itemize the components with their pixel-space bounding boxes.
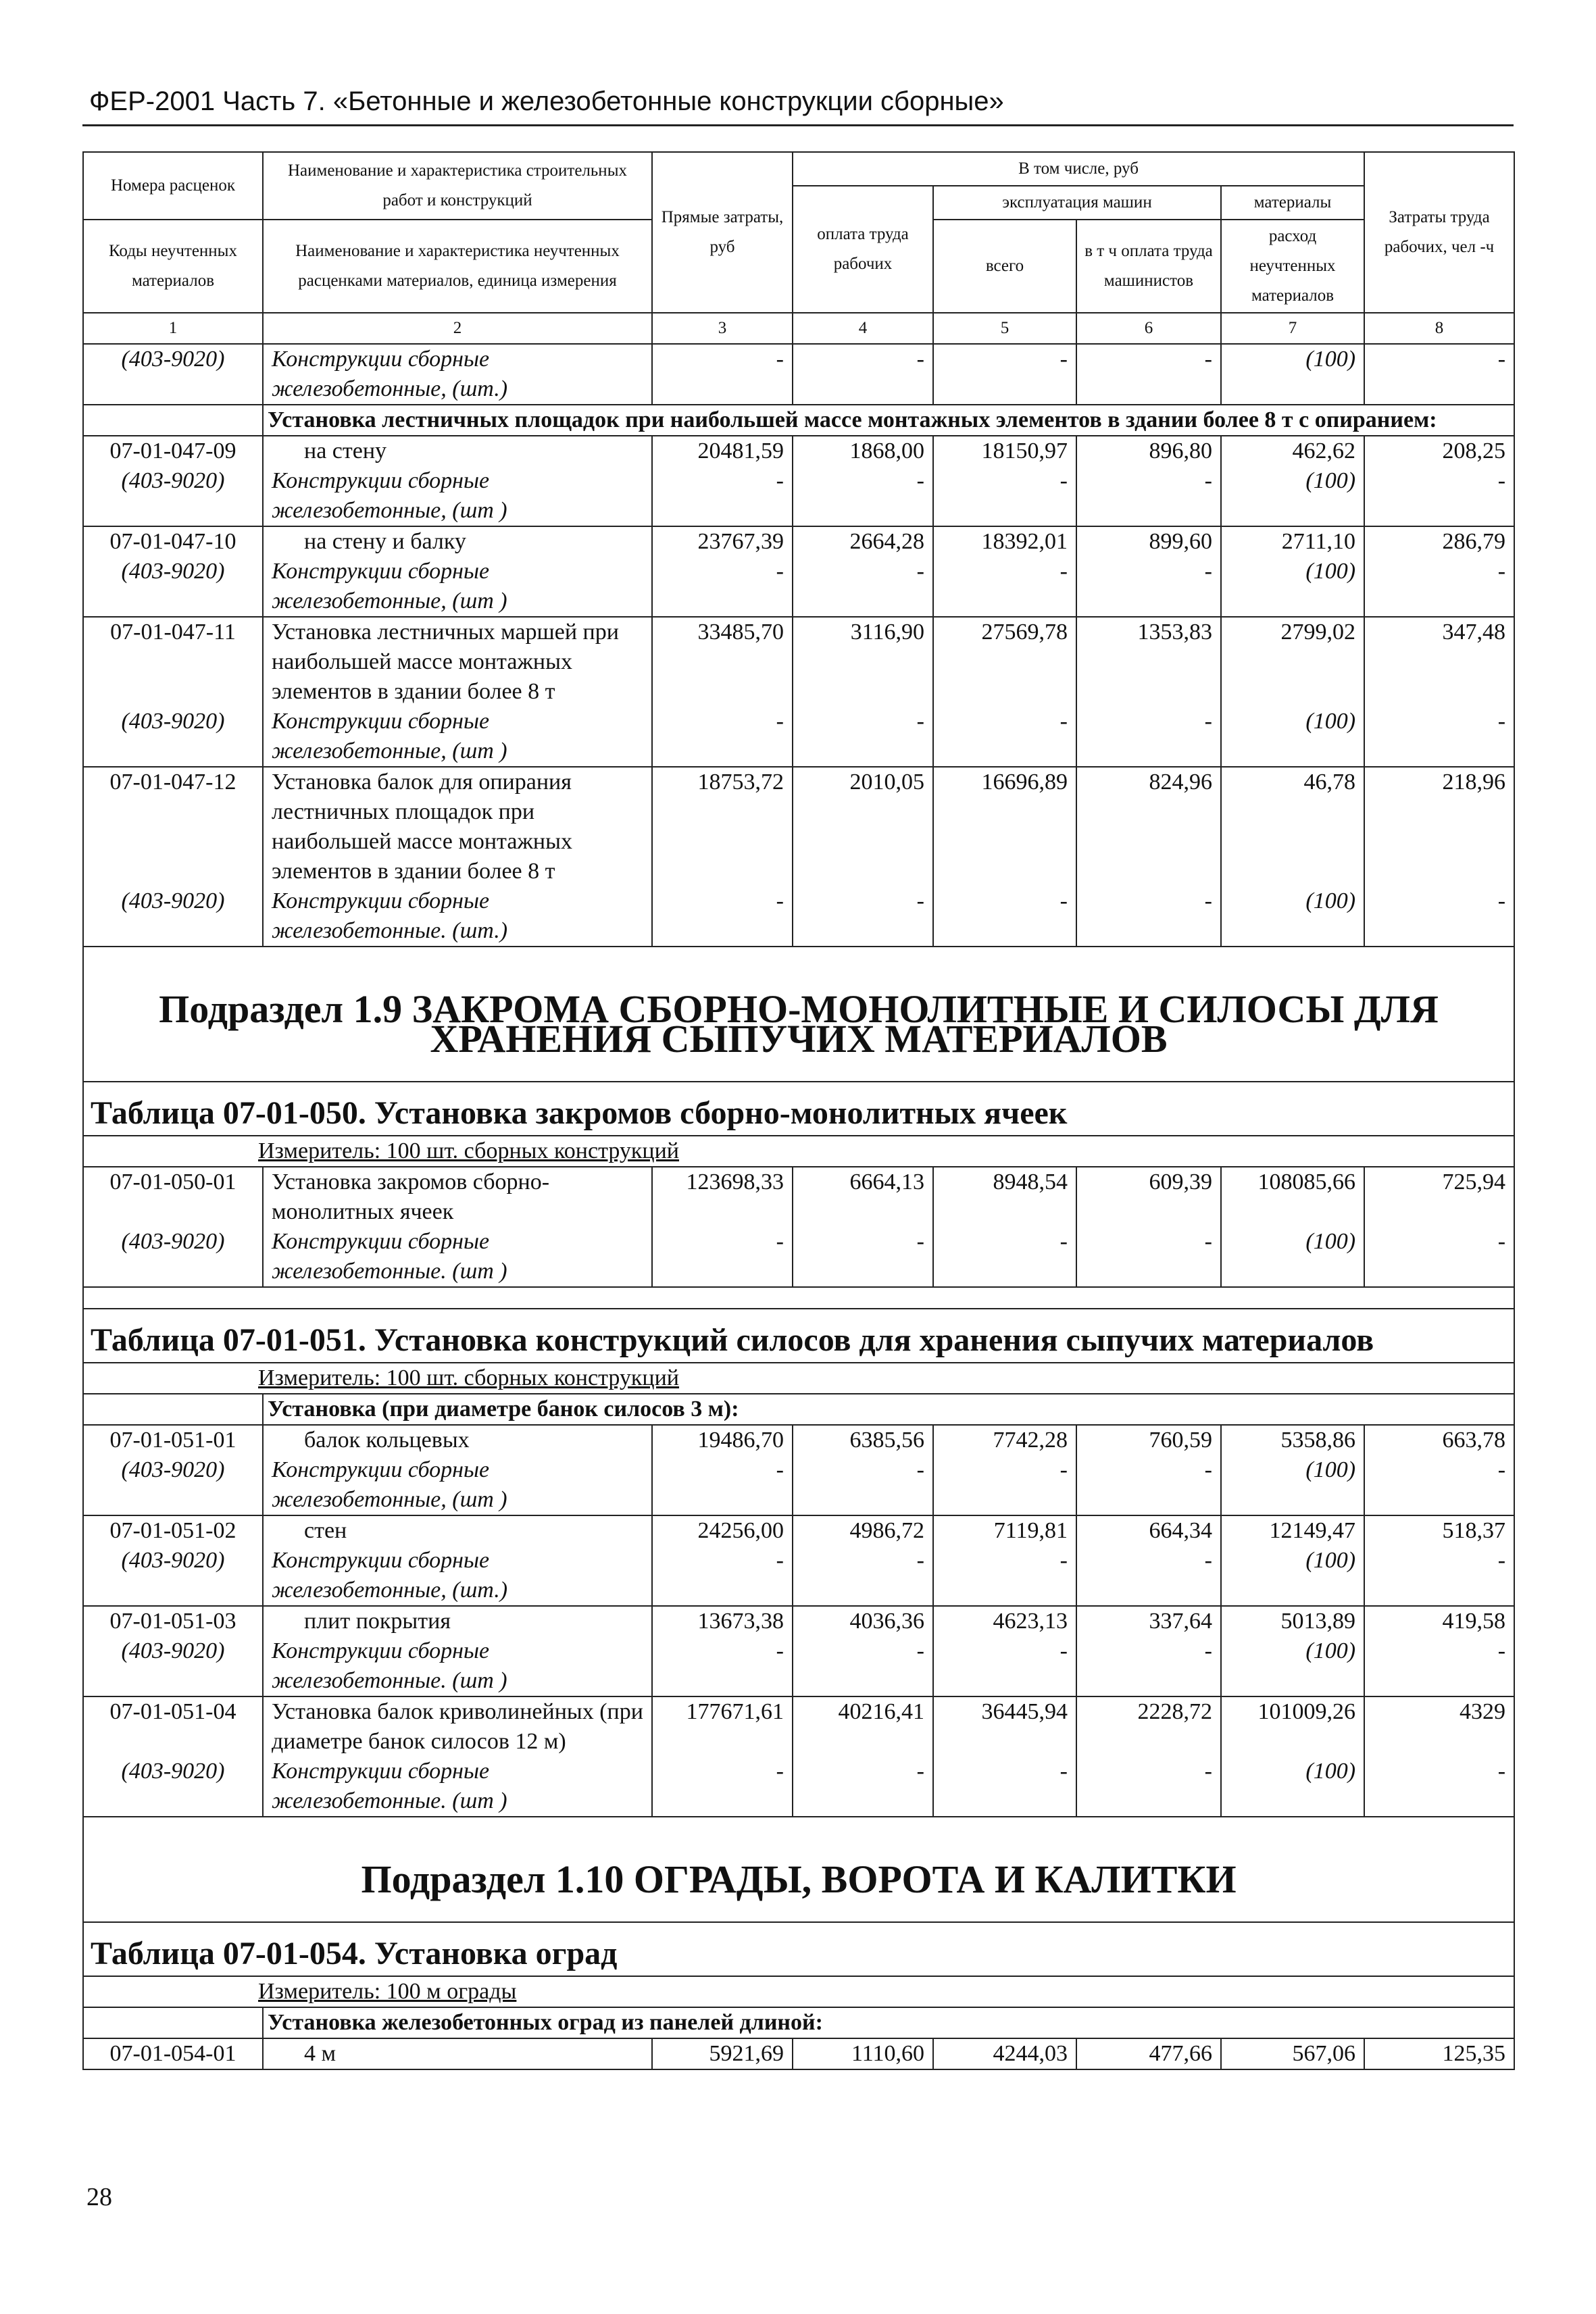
hdr-machines: эксплуатация машин bbox=[933, 186, 1221, 220]
cell-machines: 18392,01 bbox=[933, 526, 1076, 557]
cell-wages: 40216,41 bbox=[793, 1696, 933, 1757]
hdr-machines-total: всего bbox=[933, 220, 1076, 313]
group-heading-row bbox=[83, 2007, 1514, 2038]
cell-labor: - bbox=[1364, 1757, 1514, 1817]
cell-direct: - bbox=[652, 1455, 793, 1515]
hdr-including: В том числе, руб bbox=[793, 152, 1364, 186]
material-name: Конструкции сборные железобетонные. (шт ) bbox=[263, 1227, 652, 1287]
material-code: (403-9020) bbox=[83, 707, 263, 767]
cell-direct: 19486,70 bbox=[652, 1425, 793, 1455]
cell-labor: 218,96 bbox=[1364, 767, 1514, 886]
cell-direct: 20481,59 bbox=[652, 436, 793, 466]
cell-direct: - bbox=[652, 1546, 793, 1606]
material-row bbox=[83, 1227, 1514, 1287]
cell-machinists: 824,96 bbox=[1076, 767, 1221, 886]
rate-row bbox=[83, 1696, 1514, 1757]
group-heading-spacer bbox=[83, 405, 263, 436]
material-row bbox=[83, 1546, 1514, 1606]
cell-materials: (100) bbox=[1221, 1636, 1364, 1696]
cell-labor: 663,78 bbox=[1364, 1425, 1514, 1455]
group-heading: Установка лестничных площадок при наибольшей массе монтажных элементов в здании более 8 т с опиранием: bbox=[263, 405, 1514, 436]
cell-machines: - bbox=[933, 1546, 1076, 1606]
cell-machines: - bbox=[933, 1636, 1076, 1696]
price-table bbox=[82, 151, 1515, 2070]
cell-direct: 18753,72 bbox=[652, 767, 793, 886]
header-row-1 bbox=[83, 152, 1514, 186]
rate-name: на стену и балку bbox=[263, 526, 652, 557]
cell-machinists: 664,34 bbox=[1076, 1515, 1221, 1546]
cell-machinists: 760,59 bbox=[1076, 1425, 1221, 1455]
cell-direct: - bbox=[652, 1636, 793, 1696]
cell-direct: - bbox=[652, 1757, 793, 1817]
hdr-material-codes: Коды неучтенных материалов bbox=[83, 220, 263, 313]
rate-row bbox=[83, 767, 1514, 886]
material-row bbox=[83, 886, 1514, 947]
cell-direct: 5921,69 bbox=[652, 2038, 793, 2069]
cell-machinists: - bbox=[1076, 557, 1221, 617]
hdr-material-names: Наименование и характеристика неучтенных расценками материалов, единица измерения bbox=[263, 220, 652, 313]
group-heading-spacer bbox=[83, 2007, 263, 2038]
cell-machinists: - bbox=[1076, 344, 1221, 405]
cell-machinists: 1353,83 bbox=[1076, 617, 1221, 707]
hdr-work-name: Наименование и характеристика строительных работ и конструкций bbox=[263, 152, 652, 220]
page-number: 28 bbox=[86, 2183, 112, 2211]
cell-machinists: - bbox=[1076, 707, 1221, 767]
cell-labor: - bbox=[1364, 1455, 1514, 1515]
cell-wages: 6385,56 bbox=[793, 1425, 933, 1455]
cell-materials: 567,06 bbox=[1221, 2038, 1364, 2069]
rate-row bbox=[83, 1425, 1514, 1455]
hdr-rate-numbers: Номера расценок bbox=[83, 152, 263, 220]
cell-labor: 286,79 bbox=[1364, 526, 1514, 557]
cell-materials: (100) bbox=[1221, 557, 1364, 617]
material-code: (403-9020) bbox=[83, 1636, 263, 1696]
cell-machinists: - bbox=[1076, 1546, 1221, 1606]
group-heading: Установка железобетонных оград из панелей длиной: bbox=[263, 2007, 1514, 2038]
rate-name: стен bbox=[263, 1515, 652, 1546]
material-row bbox=[83, 344, 1514, 405]
cell-wages: 6664,13 bbox=[793, 1167, 933, 1227]
material-name: Конструкции сборные железобетонные. (шт.) bbox=[263, 886, 652, 947]
table-title: Таблица 07-01-054. Установка оград bbox=[83, 1922, 1514, 1976]
rate-name: Установка лестничных маршей при наибольшей массе монтажных элементов в здании более 8 т bbox=[263, 617, 652, 707]
measure-row bbox=[83, 1136, 1514, 1167]
cell-wages: 2010,05 bbox=[793, 767, 933, 886]
rate-row bbox=[83, 1167, 1514, 1227]
rate-row bbox=[83, 526, 1514, 557]
cell-labor: 125,35 bbox=[1364, 2038, 1514, 2069]
cell-machinists: 609,39 bbox=[1076, 1167, 1221, 1227]
cell-materials: 462,62 bbox=[1221, 436, 1364, 466]
material-row bbox=[83, 1757, 1514, 1817]
cell-wages: - bbox=[793, 1546, 933, 1606]
cell-wages: - bbox=[793, 1455, 933, 1515]
hdr-materials: материалы bbox=[1221, 186, 1364, 220]
cell-labor: 518,37 bbox=[1364, 1515, 1514, 1546]
rate-row bbox=[83, 1515, 1514, 1546]
rate-name: Установка балок криволинейных (при диаметре банок силосов 12 м) bbox=[263, 1696, 652, 1757]
measure-row bbox=[83, 1363, 1514, 1394]
cell-machines: - bbox=[933, 466, 1076, 526]
cell-labor: - bbox=[1364, 466, 1514, 526]
cell-labor: 725,94 bbox=[1364, 1167, 1514, 1227]
cell-wages: - bbox=[793, 886, 933, 947]
subsection-title: Подраздел 1.9 ЗАКРОМА СБОРНО-МОНОЛИТНЫЕ И СИЛОСЫ ДЛЯ ХРАНЕНИЯ СЫПУЧИХ МАТЕРИАЛОВ bbox=[83, 947, 1514, 1082]
material-row bbox=[83, 707, 1514, 767]
rate-code: 07-01-051-04 bbox=[83, 1696, 263, 1757]
cell-direct: - bbox=[652, 886, 793, 947]
cell-machinists: - bbox=[1076, 1757, 1221, 1817]
cell-materials: (100) bbox=[1221, 466, 1364, 526]
rate-row bbox=[83, 2038, 1514, 2069]
cell-labor: 4329 bbox=[1364, 1696, 1514, 1757]
cell-materials: (100) bbox=[1221, 344, 1364, 405]
cell-direct: - bbox=[652, 344, 793, 405]
cell-wages: - bbox=[793, 557, 933, 617]
cell-materials: 101009,26 bbox=[1221, 1696, 1364, 1757]
cell-labor: 208,25 bbox=[1364, 436, 1514, 466]
cell-direct: 123698,33 bbox=[652, 1167, 793, 1227]
rate-code: 07-01-047-09 bbox=[83, 436, 263, 466]
cell-materials: (100) bbox=[1221, 1455, 1364, 1515]
cell-materials: (100) bbox=[1221, 1546, 1364, 1606]
header-rule bbox=[82, 124, 1514, 126]
measure-text: Измеритель: 100 шт. сборных конструкций bbox=[258, 1138, 680, 1163]
material-code: (403-9020) bbox=[83, 344, 263, 405]
cell-wages: 1110,60 bbox=[793, 2038, 933, 2069]
cell-materials: 46,78 bbox=[1221, 767, 1364, 886]
cell-machines: - bbox=[933, 707, 1076, 767]
rate-name: Установка балок для опирания лестничных площадок при наибольшей массе монтажных элементов в здании более 8 т bbox=[263, 767, 652, 886]
rate-code: 07-01-051-01 bbox=[83, 1425, 263, 1455]
table-title-row bbox=[83, 1309, 1514, 1363]
cell-machines: - bbox=[933, 344, 1076, 405]
measure-unit bbox=[83, 1976, 1514, 2007]
col-number: 8 bbox=[1364, 313, 1514, 344]
cell-wages: - bbox=[793, 1636, 933, 1696]
cell-wages: 4986,72 bbox=[793, 1515, 933, 1546]
cell-materials: 2711,10 bbox=[1221, 526, 1364, 557]
rate-code: 07-01-054-01 bbox=[83, 2038, 263, 2069]
cell-machines: 4244,03 bbox=[933, 2038, 1076, 2069]
table-body bbox=[83, 152, 1514, 2069]
cell-machines: 7119,81 bbox=[933, 1515, 1076, 1546]
cell-machines: - bbox=[933, 1227, 1076, 1287]
cell-machines: 36445,94 bbox=[933, 1696, 1076, 1757]
cell-wages: 3116,90 bbox=[793, 617, 933, 707]
hdr-machinist-wages: в т ч оплата труда машинистов bbox=[1076, 220, 1221, 313]
cell-wages: - bbox=[793, 1757, 933, 1817]
material-name: Конструкции сборные железобетонные, (шт ) bbox=[263, 1455, 652, 1515]
cell-materials: (100) bbox=[1221, 886, 1364, 947]
cell-machines: 4623,13 bbox=[933, 1606, 1076, 1636]
hdr-material-consumption: расход неучтенных материалов bbox=[1221, 220, 1364, 313]
cell-labor: - bbox=[1364, 886, 1514, 947]
col-number: 1 bbox=[83, 313, 263, 344]
rate-name: 4 м bbox=[263, 2038, 652, 2069]
cell-materials: 5013,89 bbox=[1221, 1606, 1364, 1636]
spacer bbox=[83, 1287, 1514, 1309]
cell-materials: 108085,66 bbox=[1221, 1167, 1364, 1227]
rate-code: 07-01-047-12 bbox=[83, 767, 263, 886]
cell-labor: - bbox=[1364, 344, 1514, 405]
cell-machinists: 896,80 bbox=[1076, 436, 1221, 466]
cell-machines: - bbox=[933, 1757, 1076, 1817]
rate-name: Установка закромов сборно-монолитных ячеек bbox=[263, 1167, 652, 1227]
measure-unit bbox=[83, 1363, 1514, 1394]
cell-labor: - bbox=[1364, 557, 1514, 617]
cell-wages: 1868,00 bbox=[793, 436, 933, 466]
subsection-title-row bbox=[83, 947, 1514, 1082]
rate-code: 07-01-047-10 bbox=[83, 526, 263, 557]
col-number: 2 bbox=[263, 313, 652, 344]
cell-labor: - bbox=[1364, 1636, 1514, 1696]
measure-text: Измеритель: 100 шт. сборных конструкций bbox=[258, 1365, 680, 1390]
material-name: Конструкции сборные железобетонные, (шт ) bbox=[263, 707, 652, 767]
rate-code: 07-01-051-02 bbox=[83, 1515, 263, 1546]
group-heading: Установка (при диаметре банок силосов 3 м): bbox=[263, 1394, 1514, 1425]
material-row bbox=[83, 1455, 1514, 1515]
cell-wages: 2664,28 bbox=[793, 526, 933, 557]
cell-materials: (100) bbox=[1221, 1227, 1364, 1287]
cell-machines: 16696,89 bbox=[933, 767, 1076, 886]
material-code: (403-9020) bbox=[83, 886, 263, 947]
column-numbers-row bbox=[83, 313, 1514, 344]
rate-code: 07-01-051-03 bbox=[83, 1606, 263, 1636]
cell-labor: - bbox=[1364, 1227, 1514, 1287]
cell-wages: - bbox=[793, 344, 933, 405]
cell-machinists: - bbox=[1076, 1636, 1221, 1696]
cell-machines: 8948,54 bbox=[933, 1167, 1076, 1227]
material-name: Конструкции сборные железобетонные. (шт ) bbox=[263, 1757, 652, 1817]
cell-direct: - bbox=[652, 1227, 793, 1287]
cell-labor: 419,58 bbox=[1364, 1606, 1514, 1636]
cell-machines: 7742,28 bbox=[933, 1425, 1076, 1455]
cell-direct: 177671,61 bbox=[652, 1696, 793, 1757]
cell-materials: (100) bbox=[1221, 1757, 1364, 1817]
cell-materials: 2799,02 bbox=[1221, 617, 1364, 707]
cell-labor: - bbox=[1364, 707, 1514, 767]
material-row bbox=[83, 466, 1514, 526]
cell-materials: 12149,47 bbox=[1221, 1515, 1364, 1546]
col-number: 7 bbox=[1221, 313, 1364, 344]
material-code: (403-9020) bbox=[83, 466, 263, 526]
material-name: Конструкции сборные железобетонные, (шт.) bbox=[263, 344, 652, 405]
cell-labor: 347,48 bbox=[1364, 617, 1514, 707]
material-name: Конструкции сборные железобетонные, (шт ) bbox=[263, 557, 652, 617]
cell-machinists: - bbox=[1076, 886, 1221, 947]
cell-machinists: - bbox=[1076, 1227, 1221, 1287]
rate-name: балок кольцевых bbox=[263, 1425, 652, 1455]
measure-row bbox=[83, 1976, 1514, 2007]
cell-direct: 33485,70 bbox=[652, 617, 793, 707]
group-heading-row bbox=[83, 405, 1514, 436]
table-title-row bbox=[83, 1082, 1514, 1136]
col-number: 3 bbox=[652, 313, 793, 344]
cell-machinists: - bbox=[1076, 1455, 1221, 1515]
cell-wages: - bbox=[793, 1227, 933, 1287]
hdr-labor: Затраты труда рабочих, чел -ч bbox=[1364, 152, 1514, 313]
measure-text: Измеритель: 100 м ограды bbox=[258, 1979, 517, 2004]
group-heading-spacer bbox=[83, 1394, 263, 1425]
col-number: 6 bbox=[1076, 313, 1221, 344]
material-code: (403-9020) bbox=[83, 557, 263, 617]
table-title: Таблица 07-01-050. Установка закромов сборно-монолитных ячеек bbox=[83, 1082, 1514, 1136]
material-name: Конструкции сборные железобетонные. (шт ) bbox=[263, 1636, 652, 1696]
cell-machinists: 2228,72 bbox=[1076, 1696, 1221, 1757]
group-heading-row bbox=[83, 1394, 1514, 1425]
col-number: 5 bbox=[933, 313, 1076, 344]
cell-materials: (100) bbox=[1221, 707, 1364, 767]
material-code: (403-9020) bbox=[83, 1227, 263, 1287]
rate-row bbox=[83, 1606, 1514, 1636]
hdr-direct-costs: Прямые затраты, руб bbox=[652, 152, 793, 313]
hdr-wages: оплата труда рабочих bbox=[793, 186, 933, 313]
cell-direct: - bbox=[652, 557, 793, 617]
cell-direct: - bbox=[652, 707, 793, 767]
cell-machinists: 337,64 bbox=[1076, 1606, 1221, 1636]
material-name: Конструкции сборные железобетонные, (шт ) bbox=[263, 466, 652, 526]
material-name: Конструкции сборные железобетонные, (шт.) bbox=[263, 1546, 652, 1606]
rate-code: 07-01-047-11 bbox=[83, 617, 263, 707]
rate-name: на стену bbox=[263, 436, 652, 466]
cell-direct: 24256,00 bbox=[652, 1515, 793, 1546]
running-header: ФЕР-2001 Часть 7. «Бетонные и железобетонные конструкции сборные» bbox=[89, 86, 1004, 116]
table-title-row bbox=[83, 1922, 1514, 1976]
rate-name: плит покрытия bbox=[263, 1606, 652, 1636]
subsection-title: Подраздел 1.10 ОГРАДЫ, ВОРОТА И КАЛИТКИ bbox=[83, 1817, 1514, 1922]
material-row bbox=[83, 557, 1514, 617]
cell-wages: - bbox=[793, 466, 933, 526]
cell-machinists: 477,66 bbox=[1076, 2038, 1221, 2069]
cell-machines: - bbox=[933, 886, 1076, 947]
col-number: 4 bbox=[793, 313, 933, 344]
cell-machines: - bbox=[933, 1455, 1076, 1515]
cell-wages: - bbox=[793, 707, 933, 767]
cell-machines: - bbox=[933, 557, 1076, 617]
material-code: (403-9020) bbox=[83, 1455, 263, 1515]
spacer-row bbox=[83, 1287, 1514, 1309]
cell-machinists: 899,60 bbox=[1076, 526, 1221, 557]
material-row bbox=[83, 1636, 1514, 1696]
cell-machines: 27569,78 bbox=[933, 617, 1076, 707]
rate-code: 07-01-050-01 bbox=[83, 1167, 263, 1227]
cell-direct: 13673,38 bbox=[652, 1606, 793, 1636]
subsection-title-row bbox=[83, 1817, 1514, 1922]
measure-unit bbox=[83, 1136, 1514, 1167]
rate-row bbox=[83, 436, 1514, 466]
cell-direct: - bbox=[652, 466, 793, 526]
material-code: (403-9020) bbox=[83, 1757, 263, 1817]
cell-labor: - bbox=[1364, 1546, 1514, 1606]
cell-machines: 18150,97 bbox=[933, 436, 1076, 466]
cell-machinists: - bbox=[1076, 466, 1221, 526]
cell-direct: 23767,39 bbox=[652, 526, 793, 557]
rate-row bbox=[83, 617, 1514, 707]
cell-materials: 5358,86 bbox=[1221, 1425, 1364, 1455]
cell-wages: 4036,36 bbox=[793, 1606, 933, 1636]
table-title: Таблица 07-01-051. Установка конструкций силосов для хранения сыпучих материалов bbox=[83, 1309, 1514, 1363]
material-code: (403-9020) bbox=[83, 1546, 263, 1606]
